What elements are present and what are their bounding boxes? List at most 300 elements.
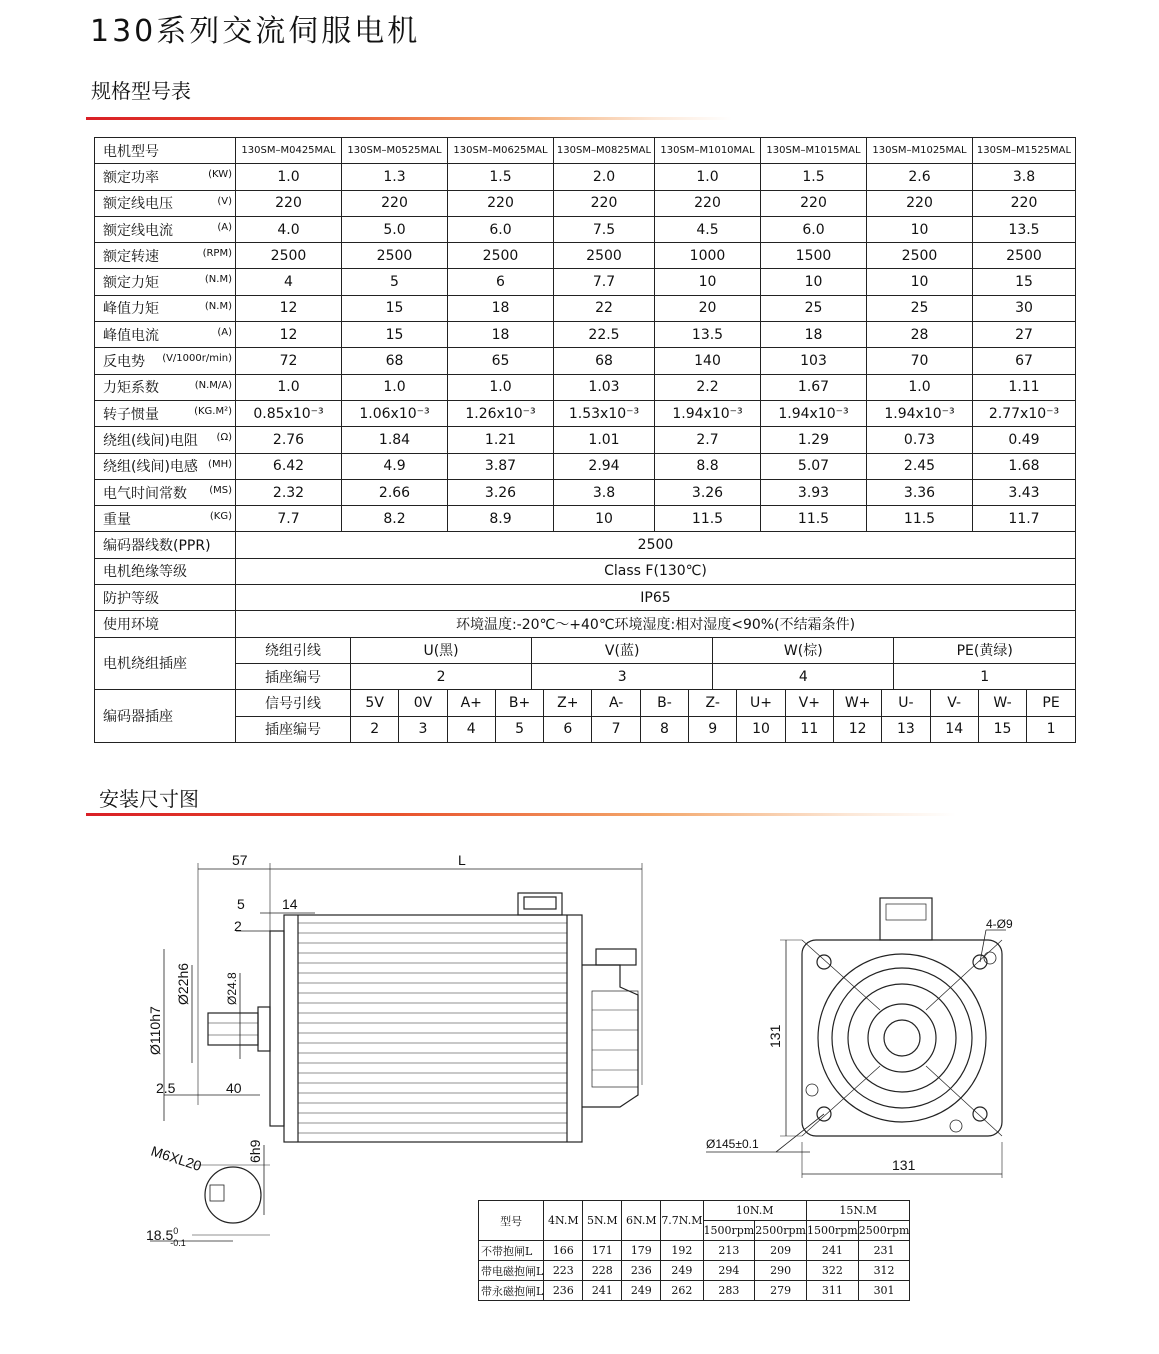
ltable-cell: 294 [703,1261,755,1281]
spec-row-span [95,558,1076,584]
winding-lead-cell: W(棕) [713,638,894,663]
spec-cell: 1500 [761,243,867,269]
spec-cell: 1000 [655,243,761,269]
spec-cell: 65 [448,348,554,374]
spec-cell: 8.8 [655,453,761,479]
encoder-lead-cells [236,690,1076,716]
spec-cell: 103 [761,348,867,374]
encoder-pin-cell: 2 [351,717,399,742]
spec-row [95,322,1076,348]
spec-span-cell: Class F(130℃) [236,558,1076,584]
spec-cell: 220 [973,190,1076,216]
spec-cell: 6.42 [236,453,342,479]
encoder-pin-cell: 14 [930,717,978,742]
spec-cell: 2500 [342,243,448,269]
spec-cell: 4.5 [655,216,761,242]
spec-cell: 220 [448,190,554,216]
dim-m6: M6XL20 [149,1142,204,1174]
spec-cell: 10 [655,269,761,295]
encoder-lead-cell: B+ [495,690,543,715]
spec-cell: 1.67 [761,374,867,400]
row-label: 电机型号 [95,138,236,164]
spec-cell: 1.0 [342,374,448,400]
row-label-text: 电气时间常数 [103,485,187,502]
ltable-model-label: 型号 [479,1201,544,1241]
ltable-col: 4N.M [544,1201,583,1241]
ltable-cell: 301 [858,1281,910,1301]
spec-cell: 4.9 [342,453,448,479]
spec-cell: 3.36 [867,479,973,505]
winding-pin-cell: 3 [532,664,713,689]
spec-cell: 1.94x10⁻³ [761,400,867,426]
spec-cell: 13.5 [973,216,1076,242]
winding-lead-cell: PE(黄绿) [956,643,1013,660]
spec-row [95,479,1076,505]
spec-row [95,400,1076,426]
winding-row-leads [95,637,1076,663]
model-header: 130SM–M0525MAL [342,138,448,164]
spec-cell: 1.29 [761,427,867,453]
spec-cell: 18 [448,295,554,321]
dim-d110: Ø110h7 [147,1006,163,1055]
row-label [95,400,236,426]
spec-cell: 3.87 [448,453,554,479]
encoder-lead-cell: Z- [689,690,737,715]
encoder-lead-cell: A+ [447,690,495,715]
encoder-pin-cell: 5 [495,717,543,742]
spec-cell: 13.5 [655,322,761,348]
spec-cell: 2500 [236,243,342,269]
dim-2-5: 2.5 [156,1080,176,1096]
spec-cell: 8.9 [448,506,554,532]
ltable-cell: 231 [858,1241,910,1261]
winding-row-pins [95,663,1076,689]
model-header: 130SM–M0825MAL [554,138,655,164]
spec-cell: 2500 [554,243,655,269]
spec-row [95,269,1076,295]
encoder-lead-cell: 0V [399,690,447,715]
row-label: 防护等级 [95,585,236,611]
row-label: 使用环境 [95,611,236,637]
row-label [95,164,236,190]
ltable-cell: 249 [661,1261,703,1281]
spec-cell: 220 [342,190,448,216]
ltable-cell: 171 [583,1241,622,1261]
spec-cell: 2.45 [867,453,973,479]
row-label-text: 额定功率 [103,169,159,186]
ltable-cell: 209 [755,1241,807,1261]
spec-cell: 220 [554,190,655,216]
spec-cell: 2.76 [236,427,342,453]
front-view-drawing [700,880,1030,1180]
ltable-row-label: 不带抱闸L [479,1241,544,1261]
ltable-sub: 2500rpm [755,1221,807,1241]
ltable-cell: 179 [622,1241,661,1261]
spec-table [94,137,1076,743]
row-label [95,479,236,505]
spec-cell: 220 [867,190,973,216]
spec-cell: 220 [655,190,761,216]
encoder-lead-cell: W- [978,690,1026,715]
encoder-lead-cell: Z+ [544,690,592,715]
spec-cell: 20 [655,295,761,321]
model-header: 130SM–M1525MAL [973,138,1076,164]
spec-cell: 2.66 [342,479,448,505]
row-label [95,427,236,453]
dim-40: 40 [226,1080,242,1096]
spec-cell: 25 [761,295,867,321]
encoder-pin-cell: 4 [447,717,495,742]
spec-cell: 3.26 [655,479,761,505]
row-label-text: 峰值电流 [103,327,159,344]
row-label-text: 峰值力矩 [103,301,159,318]
spec-cell: 30 [973,295,1076,321]
encoder-pin-cell: 6 [544,717,592,742]
spec-cell: 2500 [867,243,973,269]
encoder-lead-cell: V+ [785,690,833,715]
row-label-text: 绕组(线间)电阻 [103,432,198,449]
spec-cell: 0.49 [973,427,1076,453]
row-unit: (A) [217,221,232,233]
spec-cell: 140 [655,348,761,374]
side-view-drawing [140,845,670,1255]
row-label [95,269,236,295]
row-unit: (KG.M²) [194,405,232,417]
spec-row [95,427,1076,453]
encoder-lead-cell: PE [1042,694,1060,711]
dim-57: 57 [232,852,248,868]
dim-5: 5 [237,896,245,912]
row-label: 编码器线数(PPR) [95,532,236,558]
spec-cell: 70 [867,348,973,374]
spec-cell: 1.53x10⁻³ [554,400,655,426]
spec-cell: 2.0 [554,164,655,190]
winding-lead-cell: U(黑) [351,638,532,663]
spec-cell: 3.8 [554,479,655,505]
spec-cell: 8.2 [342,506,448,532]
row-unit: (N.M) [204,274,232,286]
spec-cell: 4.0 [236,216,342,242]
encoder-pin-cell: 1 [1046,721,1056,738]
spec-row [95,243,1076,269]
spec-cell: 11.5 [761,506,867,532]
row-label-text: 反电势 [103,354,145,371]
row-label-text: 额定线电压 [103,196,173,213]
section-title-spec: 规格型号表 [91,79,191,103]
ltable-col: 7.7N.M [661,1201,703,1241]
ltable-col: 6N.M [622,1201,661,1241]
encoder-pin-cells [236,716,1076,742]
encoder-lead-cell: W+ [833,690,881,715]
spec-row [95,164,1076,190]
spec-cell: 1.03 [554,374,655,400]
spec-cell: 1.0 [655,164,761,190]
spec-cell: 2.6 [867,164,973,190]
spec-span-cell: 环境温度:-20℃～+40℃环境湿度:相对湿度<90%(不结霜条件) [236,611,1076,637]
dim-6h9: 6h9 [247,1139,263,1163]
spec-row [95,295,1076,321]
winding-lead-cells [236,637,1076,663]
encoder-lead-sub-label: 信号引线 [236,690,351,715]
spec-cell: 15 [973,269,1076,295]
winding-pin-cell: 1 [980,668,990,685]
spec-cell: 0.73 [867,427,973,453]
spec-cell: 5.07 [761,453,867,479]
spec-cell: 1.11 [973,374,1076,400]
row-label [95,216,236,242]
spec-row [95,506,1076,532]
spec-cell: 1.94x10⁻³ [867,400,973,426]
model-header: 130SM–M1010MAL [655,138,761,164]
spec-cell: 5 [342,269,448,295]
spec-row-span [95,585,1076,611]
row-label-text: 转子惯量 [103,406,159,423]
encoder-lead-cell: V- [930,690,978,715]
row-label-text: 重量 [103,511,131,528]
spec-cell: 10 [867,269,973,295]
dim-d24: Ø24.8 [225,972,239,1005]
row-unit: (V/1000r/min) [162,353,232,365]
spec-cell: 1.84 [342,427,448,453]
ltable-sub: 1500rpm [806,1221,858,1241]
spec-cell: 1.0 [448,374,554,400]
spec-cell: 6 [448,269,554,295]
dim-131-horizontal: 131 [892,1157,916,1173]
dim-14: 14 [282,896,298,912]
spec-cell: 22 [554,295,655,321]
spec-cell: 6.0 [761,216,867,242]
spec-cell: 10 [761,269,867,295]
ltable-cell: 213 [703,1241,755,1261]
encoder-pin-cell: 10 [737,717,785,742]
model-header: 130SM–M0425MAL [236,138,342,164]
ltable-group: 15N.M [806,1201,909,1221]
encoder-lead-cell: U- [882,690,930,715]
spec-row [95,348,1076,374]
spec-cell: 7.7 [554,269,655,295]
encoder-pin-cell: 13 [882,717,930,742]
spec-cell: 12 [236,322,342,348]
row-label: 电机绝缘等级 [95,558,236,584]
row-unit: (RPM) [202,248,232,260]
row-label-text: 力矩系数 [103,380,159,397]
spec-row [95,453,1076,479]
ltable-cell: 241 [806,1241,858,1261]
ltable-col: 5N.M [583,1201,622,1241]
spec-cell: 27 [973,322,1076,348]
dim-145: Ø145±0.1 [706,1137,759,1151]
spec-cell: 2.77x10⁻³ [973,400,1076,426]
ltable-cell: 241 [583,1281,622,1301]
encoder-pin-cell: 9 [689,717,737,742]
encoder-pin-cell: 7 [592,717,640,742]
row-label [95,190,236,216]
spec-cell: 220 [236,190,342,216]
spec-cell: 1.06x10⁻³ [342,400,448,426]
length-table [478,1200,910,1301]
row-label [95,506,236,532]
dim-holes: 4-Ø9 [986,917,1013,931]
spec-cell: 15 [342,322,448,348]
ltable-group: 10N.M [703,1201,806,1221]
spec-cell: 2.2 [655,374,761,400]
ltable-cell: 166 [544,1241,583,1261]
winding-pin-cell: 4 [713,664,894,689]
spec-cell: 3.43 [973,479,1076,505]
row-label-text: 额定转速 [103,248,159,265]
spec-cell: 2.32 [236,479,342,505]
encoder-lead-cell: A- [592,690,640,715]
spec-cell: 10 [867,216,973,242]
row-label-text: 额定力矩 [103,275,159,292]
spec-cell: 3.26 [448,479,554,505]
row-unit: (A) [217,327,232,339]
row-label [95,348,236,374]
encoder-pin-cell: 15 [978,717,1026,742]
spec-cell: 12 [236,295,342,321]
spec-cell: 28 [867,322,973,348]
dim-L: L [458,852,466,868]
ltable-cell: 249 [622,1281,661,1301]
dim-2: 2 [234,918,242,934]
ltable-cell: 290 [755,1261,807,1281]
spec-cell: 1.21 [448,427,554,453]
model-header: 130SM–M0625MAL [448,138,554,164]
spec-cell: 18 [761,322,867,348]
encoder-pin-cell: 11 [785,717,833,742]
ltable-cell: 192 [661,1241,703,1261]
spec-cell: 3.8 [973,164,1076,190]
model-header: 130SM–M1025MAL [867,138,973,164]
row-label [95,453,236,479]
row-label: 编码器插座 [95,690,236,743]
ltable-row-label: 带电磁抱闸L [479,1261,544,1281]
spec-cell: 68 [554,348,655,374]
ltable-cell: 223 [544,1261,583,1281]
spec-cell: 22.5 [554,322,655,348]
row-unit: (Ω) [216,432,232,444]
spec-cell: 1.0 [867,374,973,400]
spec-cell: 11.5 [867,506,973,532]
ltable-sub: 2500rpm [858,1221,910,1241]
section-title-dim: 安装尺寸图 [99,787,199,811]
ltable-cell: 311 [806,1281,858,1301]
spec-row-span [95,532,1076,558]
encoder-pin-cell: 3 [399,717,447,742]
spec-span-cell: IP65 [236,585,1076,611]
ltable-cell: 283 [703,1281,755,1301]
spec-cell: 2500 [448,243,554,269]
row-label [95,374,236,400]
encoder-pin-cell: 8 [640,717,688,742]
spec-cell: 10 [554,506,655,532]
ltable-row [479,1241,910,1261]
section-underline [86,117,732,120]
spec-cell: 1.26x10⁻³ [448,400,554,426]
spec-span-cell: 2500 [236,532,1076,558]
encoder-row-pins [95,716,1076,742]
spec-cell: 18 [448,322,554,348]
spec-cell: 5.0 [342,216,448,242]
dim-d22: Ø22h6 [175,962,191,1005]
ltable-cell: 322 [806,1261,858,1281]
spec-cell: 11.7 [973,506,1076,532]
ltable-cell: 262 [661,1281,703,1301]
spec-cell: 1.0 [236,374,342,400]
spec-row [95,190,1076,216]
section-underline [86,813,956,816]
ltable-cell: 228 [583,1261,622,1281]
encoder-lead-cell: B- [640,690,688,715]
spec-cell: 2.94 [554,453,655,479]
spec-cell: 2.7 [655,427,761,453]
spec-cell: 6.0 [448,216,554,242]
spec-cell: 68 [342,348,448,374]
ltable-row [479,1261,910,1281]
model-header: 130SM–M1015MAL [761,138,867,164]
spec-cell: 7.5 [554,216,655,242]
ltable-cell: 236 [622,1261,661,1281]
spec-row-span [95,611,1076,637]
winding-pin-cell: 2 [351,664,532,689]
spec-cell: 3.93 [761,479,867,505]
spec-cell: 72 [236,348,342,374]
ltable-sub: 1500rpm [703,1221,755,1241]
encoder-lead-cell: 5V [351,690,399,715]
row-unit: (KW) [208,169,232,181]
row-unit: (KG) [209,511,232,523]
row-label: 电机绕组插座 [95,637,236,690]
spec-cell: 1.0 [236,164,342,190]
row-unit: (MS) [209,484,232,496]
encoder-pin-cell: 12 [833,717,881,742]
winding-pin-cells [236,663,1076,689]
spec-row-model [95,138,1076,164]
row-label [95,295,236,321]
row-label [95,322,236,348]
row-label-text: 额定线电流 [103,222,173,239]
row-unit: (V) [217,195,232,207]
ltable-cell: 236 [544,1281,583,1301]
spec-cell: 67 [973,348,1076,374]
dim-131-vertical: 131 [767,1024,783,1048]
ltable-cell: 279 [755,1281,807,1301]
spec-cell: 1.94x10⁻³ [655,400,761,426]
spec-row [95,374,1076,400]
spec-cell: 11.5 [655,506,761,532]
spec-cell: 15 [342,295,448,321]
ltable-row-label: 带永磁抱闸L [479,1281,544,1301]
spec-row [95,216,1076,242]
spec-cell: 1.68 [973,453,1076,479]
spec-cell: 0.85x10⁻³ [236,400,342,426]
encoder-row-leads [95,690,1076,716]
encoder-pin-sub-label: 插座编号 [236,717,351,742]
spec-cell: 1.5 [448,164,554,190]
spec-cell: 220 [761,190,867,216]
winding-lead-cell: V(蓝) [532,638,713,663]
encoder-lead-cell: U+ [737,690,785,715]
dim-18-5: 18.5$^0$ -0.1 [146,1226,186,1248]
spec-cell: 1.3 [342,164,448,190]
spec-cell: 2500 [973,243,1076,269]
spec-cell: 7.7 [236,506,342,532]
row-label-text: 绕组(线间)电感 [103,459,198,476]
row-unit: (MH) [208,458,232,470]
spec-cell: 4 [236,269,342,295]
spec-cell: 25 [867,295,973,321]
ltable-cell: 312 [858,1261,910,1281]
